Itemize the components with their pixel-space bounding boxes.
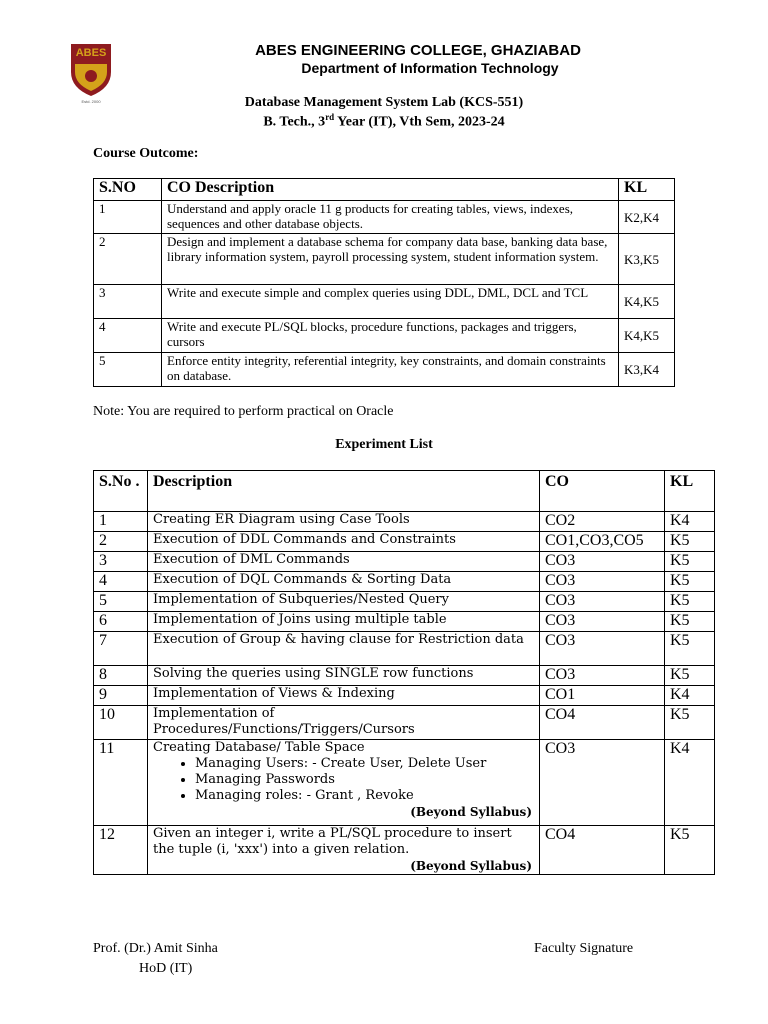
logo-text: ABES bbox=[75, 47, 107, 59]
cell-sno: 2 bbox=[94, 532, 148, 552]
cell-sno: 5 bbox=[94, 353, 162, 387]
table-row bbox=[94, 552, 715, 572]
cell-kl: K5 bbox=[665, 632, 715, 666]
cell-desc: Understand and apply oracle 11 g products for creating tables, views, indexes, sequences and other database objects. bbox=[162, 201, 619, 234]
description-text: Execution of DQL Commands & Sorting Data bbox=[153, 572, 452, 587]
description-text: Implementation of Subqueries/Nested Query bbox=[153, 592, 449, 607]
cell-co: CO1,CO3,CO5 bbox=[540, 532, 665, 552]
experiment-table bbox=[93, 470, 715, 875]
table-row bbox=[94, 319, 675, 353]
cell-kl: K5 bbox=[665, 572, 715, 592]
cell-sno: 3 bbox=[94, 552, 148, 572]
course-outcome-heading: Course Outcome: bbox=[93, 146, 199, 161]
cell-sno: 4 bbox=[94, 572, 148, 592]
faculty-signature: Faculty Signature bbox=[534, 941, 634, 956]
cell-description bbox=[148, 512, 540, 532]
table-row bbox=[94, 686, 715, 706]
cell-kl: K5 bbox=[665, 552, 715, 572]
cell-sno: 6 bbox=[94, 612, 148, 632]
hod-title: HoD (IT) bbox=[139, 961, 193, 976]
table-row bbox=[94, 512, 715, 532]
department-name: Department of Information Technology bbox=[301, 60, 559, 76]
description-text: Execution of DML Commands bbox=[153, 552, 350, 567]
table-row bbox=[94, 826, 715, 875]
experiment-list-heading: Experiment List bbox=[335, 437, 433, 452]
cell-description bbox=[148, 592, 540, 612]
college-name: ABES ENGINEERING COLLEGE, GHAZIABAD bbox=[255, 42, 581, 59]
table-row bbox=[94, 706, 715, 740]
cell-sno: 12 bbox=[94, 826, 148, 875]
cell-co: CO3 bbox=[540, 552, 665, 572]
description-text: Implementation of Procedures/Functions/Triggers/Cursors bbox=[153, 706, 415, 737]
cell-description bbox=[148, 826, 540, 875]
cell-kl: K4 bbox=[665, 740, 715, 826]
cell-sno: 5 bbox=[94, 592, 148, 612]
cell-co: CO3 bbox=[540, 572, 665, 592]
cell-kl: K5 bbox=[665, 532, 715, 552]
description-text: Execution of Group & having clause for Restriction data bbox=[153, 632, 524, 647]
cell-sno: 10 bbox=[94, 706, 148, 740]
cell-sno: 3 bbox=[94, 285, 162, 319]
cell-sno: 4 bbox=[94, 319, 162, 353]
cell-kl: K5 bbox=[665, 666, 715, 686]
beyond-syllabus-tag: (Beyond Syllabus) bbox=[410, 805, 532, 819]
cell-description bbox=[148, 532, 540, 552]
col-header-kl: KL bbox=[619, 179, 675, 201]
cell-sno: 1 bbox=[94, 201, 162, 234]
cell-desc: Enforce entity integrity, referential integrity, key constraints, and domain constraints on database. bbox=[162, 353, 619, 387]
cell-kl: K4,K5 bbox=[619, 319, 675, 353]
description-text: Solving the queries using SINGLE row functions bbox=[153, 666, 474, 681]
cell-desc: Design and implement a database schema for company data base, banking data base, library information system, payroll processing system, student information system. bbox=[162, 234, 619, 285]
cell-sno: 11 bbox=[94, 740, 148, 826]
cell-sno: 9 bbox=[94, 686, 148, 706]
table-row bbox=[94, 666, 715, 686]
description-text: Creating ER Diagram using Case Tools bbox=[153, 512, 410, 527]
cell-description bbox=[148, 686, 540, 706]
cell-co: CO3 bbox=[540, 666, 665, 686]
col-header-description: Description bbox=[148, 471, 540, 512]
note-text: Note: You are required to perform practical on Oracle bbox=[93, 404, 394, 419]
table-row bbox=[94, 353, 675, 387]
table-row bbox=[94, 632, 715, 666]
description-text: Execution of DDL Commands and Constraints bbox=[153, 532, 456, 547]
table-header-row bbox=[94, 471, 715, 512]
logo-est: Estd. 2000 bbox=[81, 99, 101, 104]
description-text: Implementation of Views & Indexing bbox=[153, 686, 395, 701]
col-header-co: CO bbox=[540, 471, 665, 512]
table-row bbox=[94, 740, 715, 826]
col-header-sno: S.No . bbox=[94, 471, 148, 512]
cell-co: CO1 bbox=[540, 686, 665, 706]
cell-description bbox=[148, 632, 540, 666]
bullet-item: • Managing roles: - Grant , Revoke bbox=[195, 788, 534, 804]
hod-name: Prof. (Dr.) Amit Sinha bbox=[93, 941, 218, 956]
cell-description bbox=[148, 572, 540, 592]
bullet-item: • Managing Passwords bbox=[195, 772, 534, 788]
cell-description bbox=[148, 666, 540, 686]
table-row bbox=[94, 285, 675, 319]
table-row bbox=[94, 201, 675, 234]
description-text: Implementation of Joins using multiple table bbox=[153, 612, 447, 627]
table-row bbox=[94, 532, 715, 552]
cell-kl: K3,K4 bbox=[619, 353, 675, 387]
cell-kl: K5 bbox=[665, 826, 715, 875]
cell-kl: K5 bbox=[665, 592, 715, 612]
cell-kl: K2,K4 bbox=[619, 201, 675, 234]
cell-desc: Write and execute simple and complex queries using DDL, DML, DCL and TCL bbox=[162, 285, 619, 319]
cell-co: CO3 bbox=[540, 592, 665, 612]
cell-co: CO4 bbox=[540, 706, 665, 740]
bullet-list bbox=[153, 756, 534, 804]
cell-description bbox=[148, 706, 540, 740]
table-row bbox=[94, 592, 715, 612]
col-header-sno: S.NO bbox=[94, 179, 162, 201]
cell-kl: K3,K5 bbox=[619, 234, 675, 285]
cell-sno: 1 bbox=[94, 512, 148, 532]
course-outcome-table bbox=[93, 178, 675, 387]
lab-title: Database Management System Lab (KCS-551) bbox=[244, 95, 524, 110]
description-text: Given an integer i, write a PL/SQL procedure to insert the tuple (i, 'xxx') into a given relation. bbox=[153, 826, 512, 857]
beyond-syllabus-tag: (Beyond Syllabus) bbox=[410, 859, 532, 873]
cell-co: CO3 bbox=[540, 612, 665, 632]
cell-kl: K4,K5 bbox=[619, 285, 675, 319]
cell-description bbox=[148, 612, 540, 632]
cell-sno: 8 bbox=[94, 666, 148, 686]
cell-co: CO3 bbox=[540, 632, 665, 666]
table-row bbox=[94, 234, 675, 285]
cell-kl: K4 bbox=[665, 686, 715, 706]
table-header-row bbox=[94, 179, 675, 201]
cell-co: CO4 bbox=[540, 826, 665, 875]
cell-kl: K5 bbox=[665, 612, 715, 632]
cell-kl: K5 bbox=[665, 706, 715, 740]
cell-kl: K4 bbox=[665, 512, 715, 532]
cell-co: CO2 bbox=[540, 512, 665, 532]
cell-co: CO3 bbox=[540, 740, 665, 826]
year-line: B. Tech., 3rd Year (IT), Vth Sem, 2023-24 bbox=[263, 112, 505, 130]
table-row bbox=[94, 612, 715, 632]
table-row bbox=[94, 572, 715, 592]
col-header-kl: KL bbox=[665, 471, 715, 512]
description-text: Creating Database/ Table Space bbox=[153, 740, 365, 755]
cell-description bbox=[148, 740, 540, 826]
cell-sno: 7 bbox=[94, 632, 148, 666]
cell-sno: 2 bbox=[94, 234, 162, 285]
cell-desc: Write and execute PL/SQL blocks, procedure functions, packages and triggers, cursors bbox=[162, 319, 619, 353]
col-header-description: CO Description bbox=[162, 179, 619, 201]
cell-description bbox=[148, 552, 540, 572]
bullet-item: • Managing Users: - Create User, Delete User bbox=[195, 756, 534, 772]
